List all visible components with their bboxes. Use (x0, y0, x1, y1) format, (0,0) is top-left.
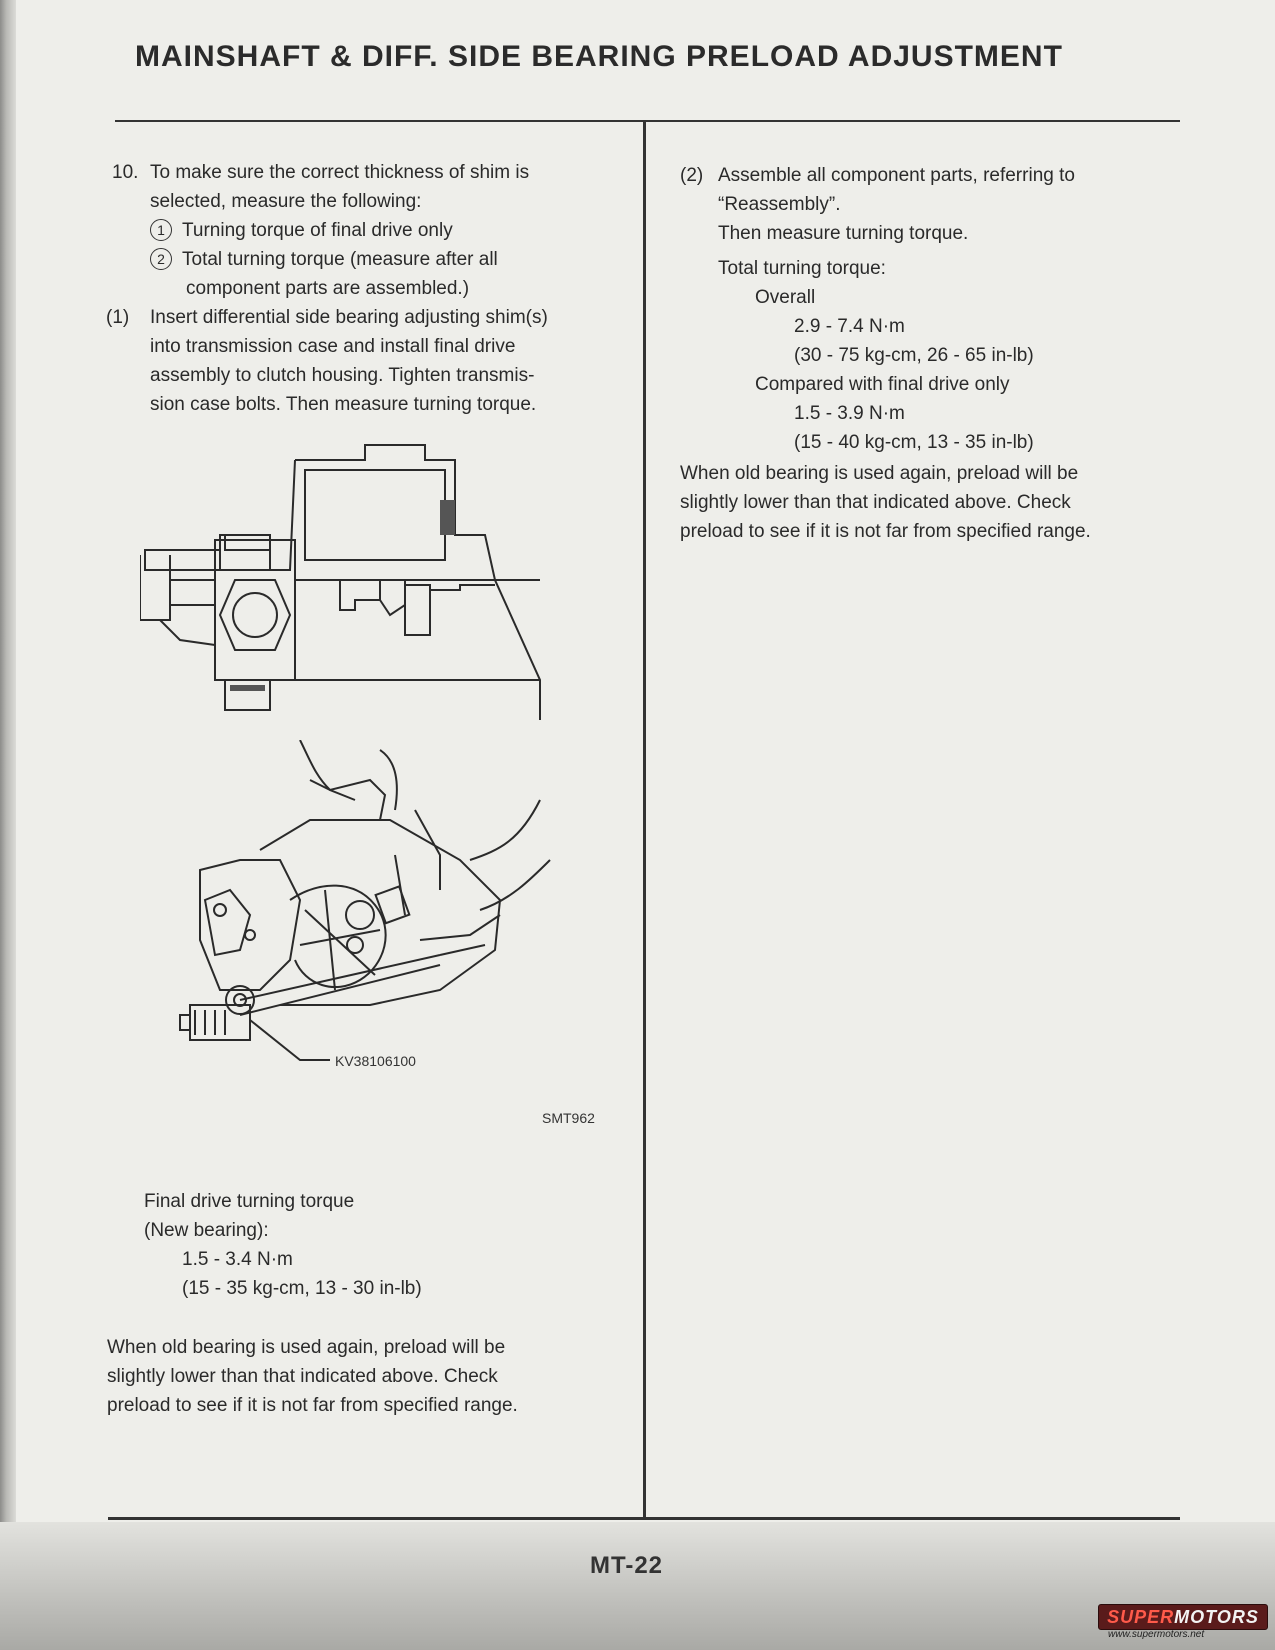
step-10-line-1: To make sure the correct thickness of shim is (150, 162, 530, 183)
column-divider (643, 122, 646, 1517)
circled-number-1: 1 (150, 219, 172, 241)
measure-item-2-text: Total turning torque (measure after all (182, 249, 498, 270)
final-drive-spec-title: Final drive turning torque (144, 1191, 355, 1212)
substep-1-line-3: assembly to clutch housing. Tighten transmis- (150, 365, 535, 386)
compared-value-alt: (15 - 40 kg-cm, 13 - 35 in-lb) (794, 432, 1034, 453)
substep-1-line-4: sion case bolts. Then measure turning torque. (150, 394, 537, 415)
substep-1 (106, 303, 620, 419)
right-note-line-2: slightly lower than that indicated above. Check (680, 492, 1071, 513)
left-spec-block (144, 1187, 614, 1303)
overall-value: 2.9 - 7.4 N·m (794, 316, 905, 337)
page-number: MT-22 (590, 1552, 664, 1579)
left-column (106, 158, 620, 419)
final-drive-cross-section-diagram (140, 440, 620, 720)
measure-item-1-text: Turning torque of final drive only (182, 220, 453, 241)
substep-1-line-1: Insert differential side bearing adjusting shim(s) (150, 307, 548, 328)
header-rule (115, 120, 1180, 122)
final-drive-spec-subtitle: (New bearing): (144, 1220, 269, 1241)
measure-item-1 (150, 216, 620, 245)
substep-1-line-2: into transmission case and install final drive (150, 336, 516, 357)
right-note-line-1: When old bearing is used again, preload will be (680, 463, 1079, 484)
figure-code: SMT962 (542, 1110, 595, 1126)
right-note (680, 459, 1185, 546)
measure-item-2 (150, 245, 620, 274)
step-10-line-2: selected, measure the following: (150, 191, 422, 212)
left-note (107, 1333, 615, 1420)
scanned-page-edge (0, 0, 16, 1650)
compared-label: Compared with final drive only (755, 374, 1010, 395)
page-title: MAINSHAFT & DIFF. SIDE BEARING PRELOAD ADJUSTMENT (135, 40, 1063, 73)
watermark-brand (1098, 1604, 1268, 1630)
final-drive-spec-value: 1.5 - 3.4 N·m (182, 1249, 293, 1270)
overall-value-alt: (30 - 75 kg-cm, 26 - 65 in-lb) (794, 345, 1034, 366)
total-torque-spec (680, 254, 1185, 457)
tool-number-label: KV38106100 (335, 1053, 416, 1069)
left-note-line-1: When old bearing is used again, preload will be (107, 1337, 506, 1358)
measure-item-2-line-2: component parts are assembled.) (186, 278, 470, 299)
substep-2-number: (2) (680, 165, 704, 186)
final-drive-spec-value-alt: (15 - 35 kg-cm, 13 - 30 in-lb) (182, 1278, 422, 1299)
watermark-brand-prefix: SUPER (1107, 1607, 1175, 1627)
compared-value: 1.5 - 3.9 N·m (794, 403, 905, 424)
left-note-line-3: preload to see if it is not far from specified range. (107, 1395, 518, 1416)
substep-2-line-1: Assemble all component parts, referring to (718, 165, 1075, 186)
step-10 (112, 158, 620, 303)
left-note-line-2: slightly lower than that indicated above. Check (107, 1366, 498, 1387)
substep-1-number: (1) (106, 307, 130, 328)
circled-number-2: 2 (150, 248, 172, 270)
footer-rule (108, 1517, 1180, 1520)
right-column (680, 161, 1185, 546)
watermark-brand-suffix: MOTORS (1174, 1607, 1259, 1627)
substep-2 (680, 161, 1185, 248)
figure-area (140, 440, 620, 1140)
total-torque-title: Total turning torque: (718, 258, 886, 279)
substep-2-line-3: Then measure turning torque. (718, 223, 969, 244)
step-10-number: 10. (112, 162, 139, 183)
overall-label: Overall (755, 287, 816, 308)
preload-measuring-illustration (140, 740, 620, 1100)
watermark-logo (1098, 1604, 1266, 1642)
right-note-line-3: preload to see if it is not far from specified range. (680, 521, 1091, 542)
substep-2-line-2: “Reassembly”. (718, 194, 841, 215)
scanned-footer-band (0, 1522, 1275, 1650)
watermark-url: www.supermotors.net (1108, 1629, 1205, 1640)
